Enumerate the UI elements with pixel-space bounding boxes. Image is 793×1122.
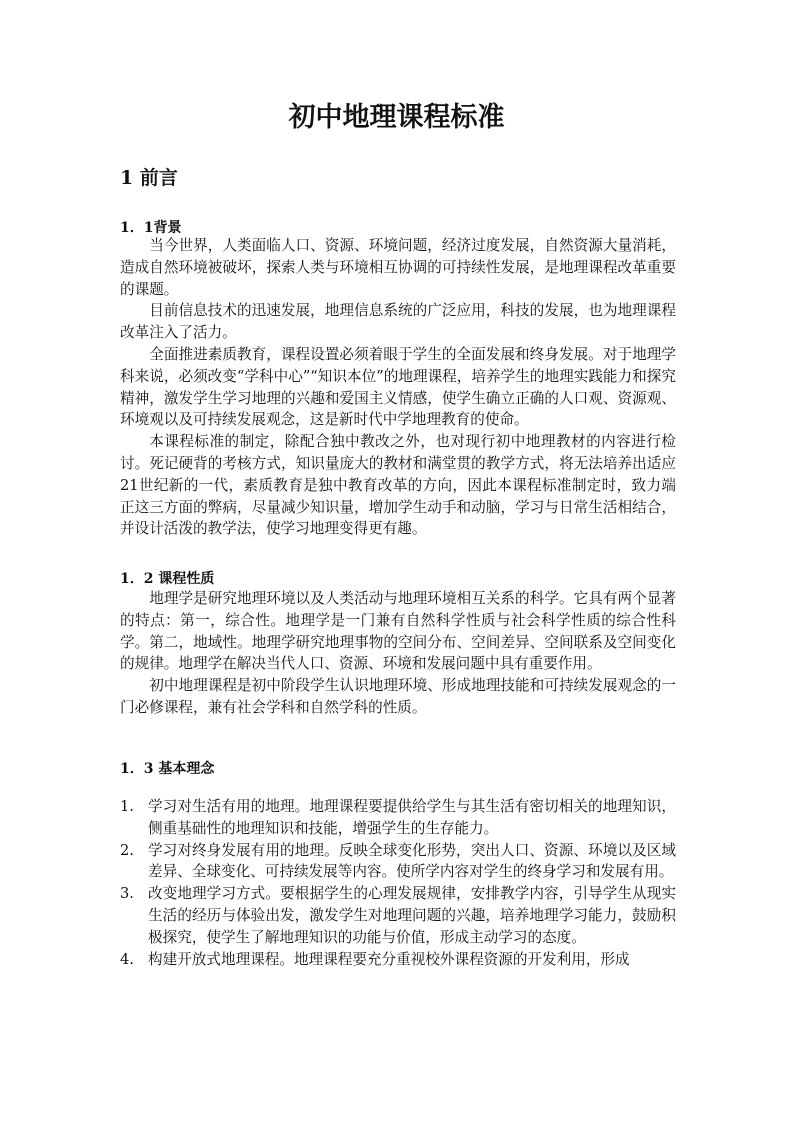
list-number: 4.: [120, 950, 134, 968]
paragraph: 初中地理课程是初中阶段学生认识地理环境、形成地理技能和可持续发展观念的一门必修课程，兼有社会学科和自然学科的性质。: [120, 677, 676, 716]
list-text: 构建开放式地理课程。地理课程要充分重视校外课程资源的开发利用，形成: [148, 950, 630, 968]
section-body-background: [120, 235, 676, 540]
chapter-heading: 1 前言: [120, 167, 178, 189]
list-item: [120, 840, 676, 884]
list-item: [120, 949, 676, 971]
section-heading-nature: 1．2 课程性质: [120, 571, 215, 587]
list-item: [120, 796, 676, 840]
paragraph: 本课程标准的制定，除配合独中教改之外，也对现行初中地理教材的内容进行检讨。死记硬背的考核方式，知识量庞大的教材和满堂贯的教学方式，将无法培养出适应21世纪新的一代，素质教育是独中教育改革的方向，因此本课程标准制定时，致力端正这三方面的弊病，尽量减少知识量，增加学生动手和动脑，学习与日常生活相结合，并设计活泼的教学法，使学习地理变得更有趣。: [120, 433, 676, 538]
paragraph: 全面推进素质教育，课程设置必须着眼于学生的全面发展和终身发展。对于地理学科来说，必须改变“学科中心”“知识本位”的地理课程，培养学生的地理实践能力和探究精神，激发学生学习地理的兴趣和爱国主义情感，使学生确立正确的人口观、资源观、环境观以及可持续发展观念，这是新时代中学地理教育的使命。: [120, 345, 676, 429]
section-body-nature: [120, 588, 676, 719]
section-heading-background: 1．1背景: [120, 220, 182, 236]
document-title: 初中地理课程标准: [288, 102, 505, 133]
list-text: 改变地理学习方式。要根据学生的心理发展规律，安排教学内容，引导学生从现实生活的经历与体验出发，激发学生对地理问题的兴趣，培养地理学习能力，鼓励积极探究，使学生了解地理知识的功能与价值，形成主动学习的态度。: [148, 885, 676, 946]
list-number: 3.: [120, 885, 134, 903]
list-number: 2.: [120, 841, 134, 859]
paragraph: 当今世界，人类面临人口、资源、环境问题，经济过度发展，自然资源大量消耗，造成自然环境被破坏，探索人类与环境相互协调的可持续性发展，是地理课程改革重要的课题。: [120, 237, 676, 298]
list-item: [120, 883, 676, 948]
section-heading-principles: 1．3 基本理念: [120, 761, 215, 777]
list-text: 学习对生活有用的地理。地理课程要提供给学生与其生活有密切相关的地理知识，侧重基础性的地理知识和技能，增强学生的生存能力。: [148, 798, 676, 837]
paragraph: 地理学是研究地理环境以及人类活动与地理环境相互关系的科学。它具有两个显著的特点：第一，综合性。地理学是一门兼有自然科学性质与社会科学性质的综合性科学。第二，地域性。地理学研究地理事物的空间分布、空间差异、空间联系及空间变化的规律。地理学在解决当代人口、资源、环境和发展问题中具有重要作用。: [120, 590, 676, 673]
list-number: 1.: [120, 798, 134, 815]
paragraph: 目前信息技术的迅速发展，地理信息系统的广泛应用，科技的发展，也为地理课程改革注入了活力。: [120, 302, 676, 342]
list-text: 学习对终身发展有用的地理。反映全球变化形势，突出人口、资源、环境以及区域差异、全球变化、可持续发展等内容。使所学内容对学生的终身学习和发展有用。: [148, 841, 676, 881]
principles-list: [120, 796, 676, 970]
